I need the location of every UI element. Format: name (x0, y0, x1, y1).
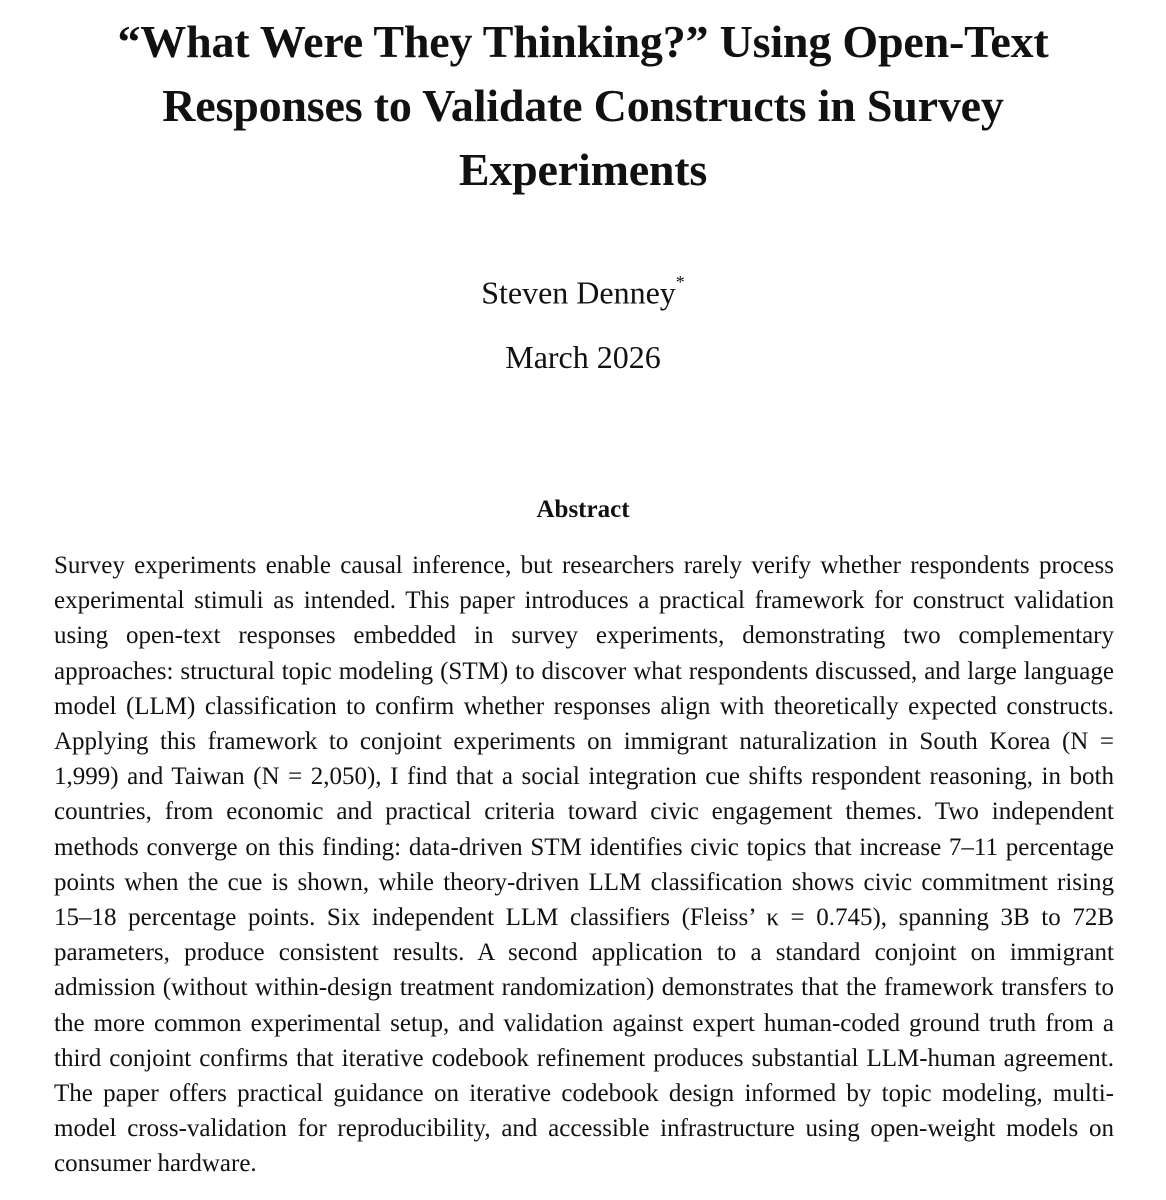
abstract-heading: Abstract (536, 496, 630, 523)
author-line (0, 266, 1166, 313)
author-footnote-mark[interactable]: * (675, 272, 685, 292)
abstract-body: Survey experiments enable causal inference, but researchers rarely verify whether respondents process experimental stimuli as intended. This paper introduces a practical framework for construct validation using open-text responses embedded in survey experiments, demonstrating two complementary approaches: structural topic modeling (STM) to discover what respondents discussed, and large language model (LLM) classification to confirm whether responses align with theoretically expected constructs. Applying this framework to conjoint experiments on immigrant naturalization in South Korea (N = 1,999) and Taiwan (N = 2,050), I find that a social integration cue shifts respondent reasoning, in both countries, from economic and practical criteria toward civic engagement themes. Two independent methods converge on this finding: data-driven STM identifies civic topics that increase 7–11 percentage points when the cue is shown, while theory-driven LLM classification shows civic commitment rising 15–18 percentage points. Six independent LLM classifiers (Fleiss’ κ = 0.745), spanning 3B to 72B parameters, produce consistent results. A second application to a standard conjoint on immigrant admission (without within-design treatment randomization) demonstrates that the framework transfers to the more common experimental setup, and validation against expert human-coded ground truth from a third conjoint confirms that iterative codebook refinement produces substantial LLM-human agreement. The paper offers practical guidance on iterative codebook design informed by topic modeling, multi-model cross-validation for reproducibility, and accessible infrastructure using open-weight models on consumer hardware. (54, 552, 1114, 1178)
paper-date: March 2026 (505, 339, 661, 375)
author-name: Steven Denney (481, 274, 676, 311)
paper-title: “What Were They Thinking?” Using Open-Text Responses to Validate Constructs in Survey Experiments (117, 16, 1049, 195)
